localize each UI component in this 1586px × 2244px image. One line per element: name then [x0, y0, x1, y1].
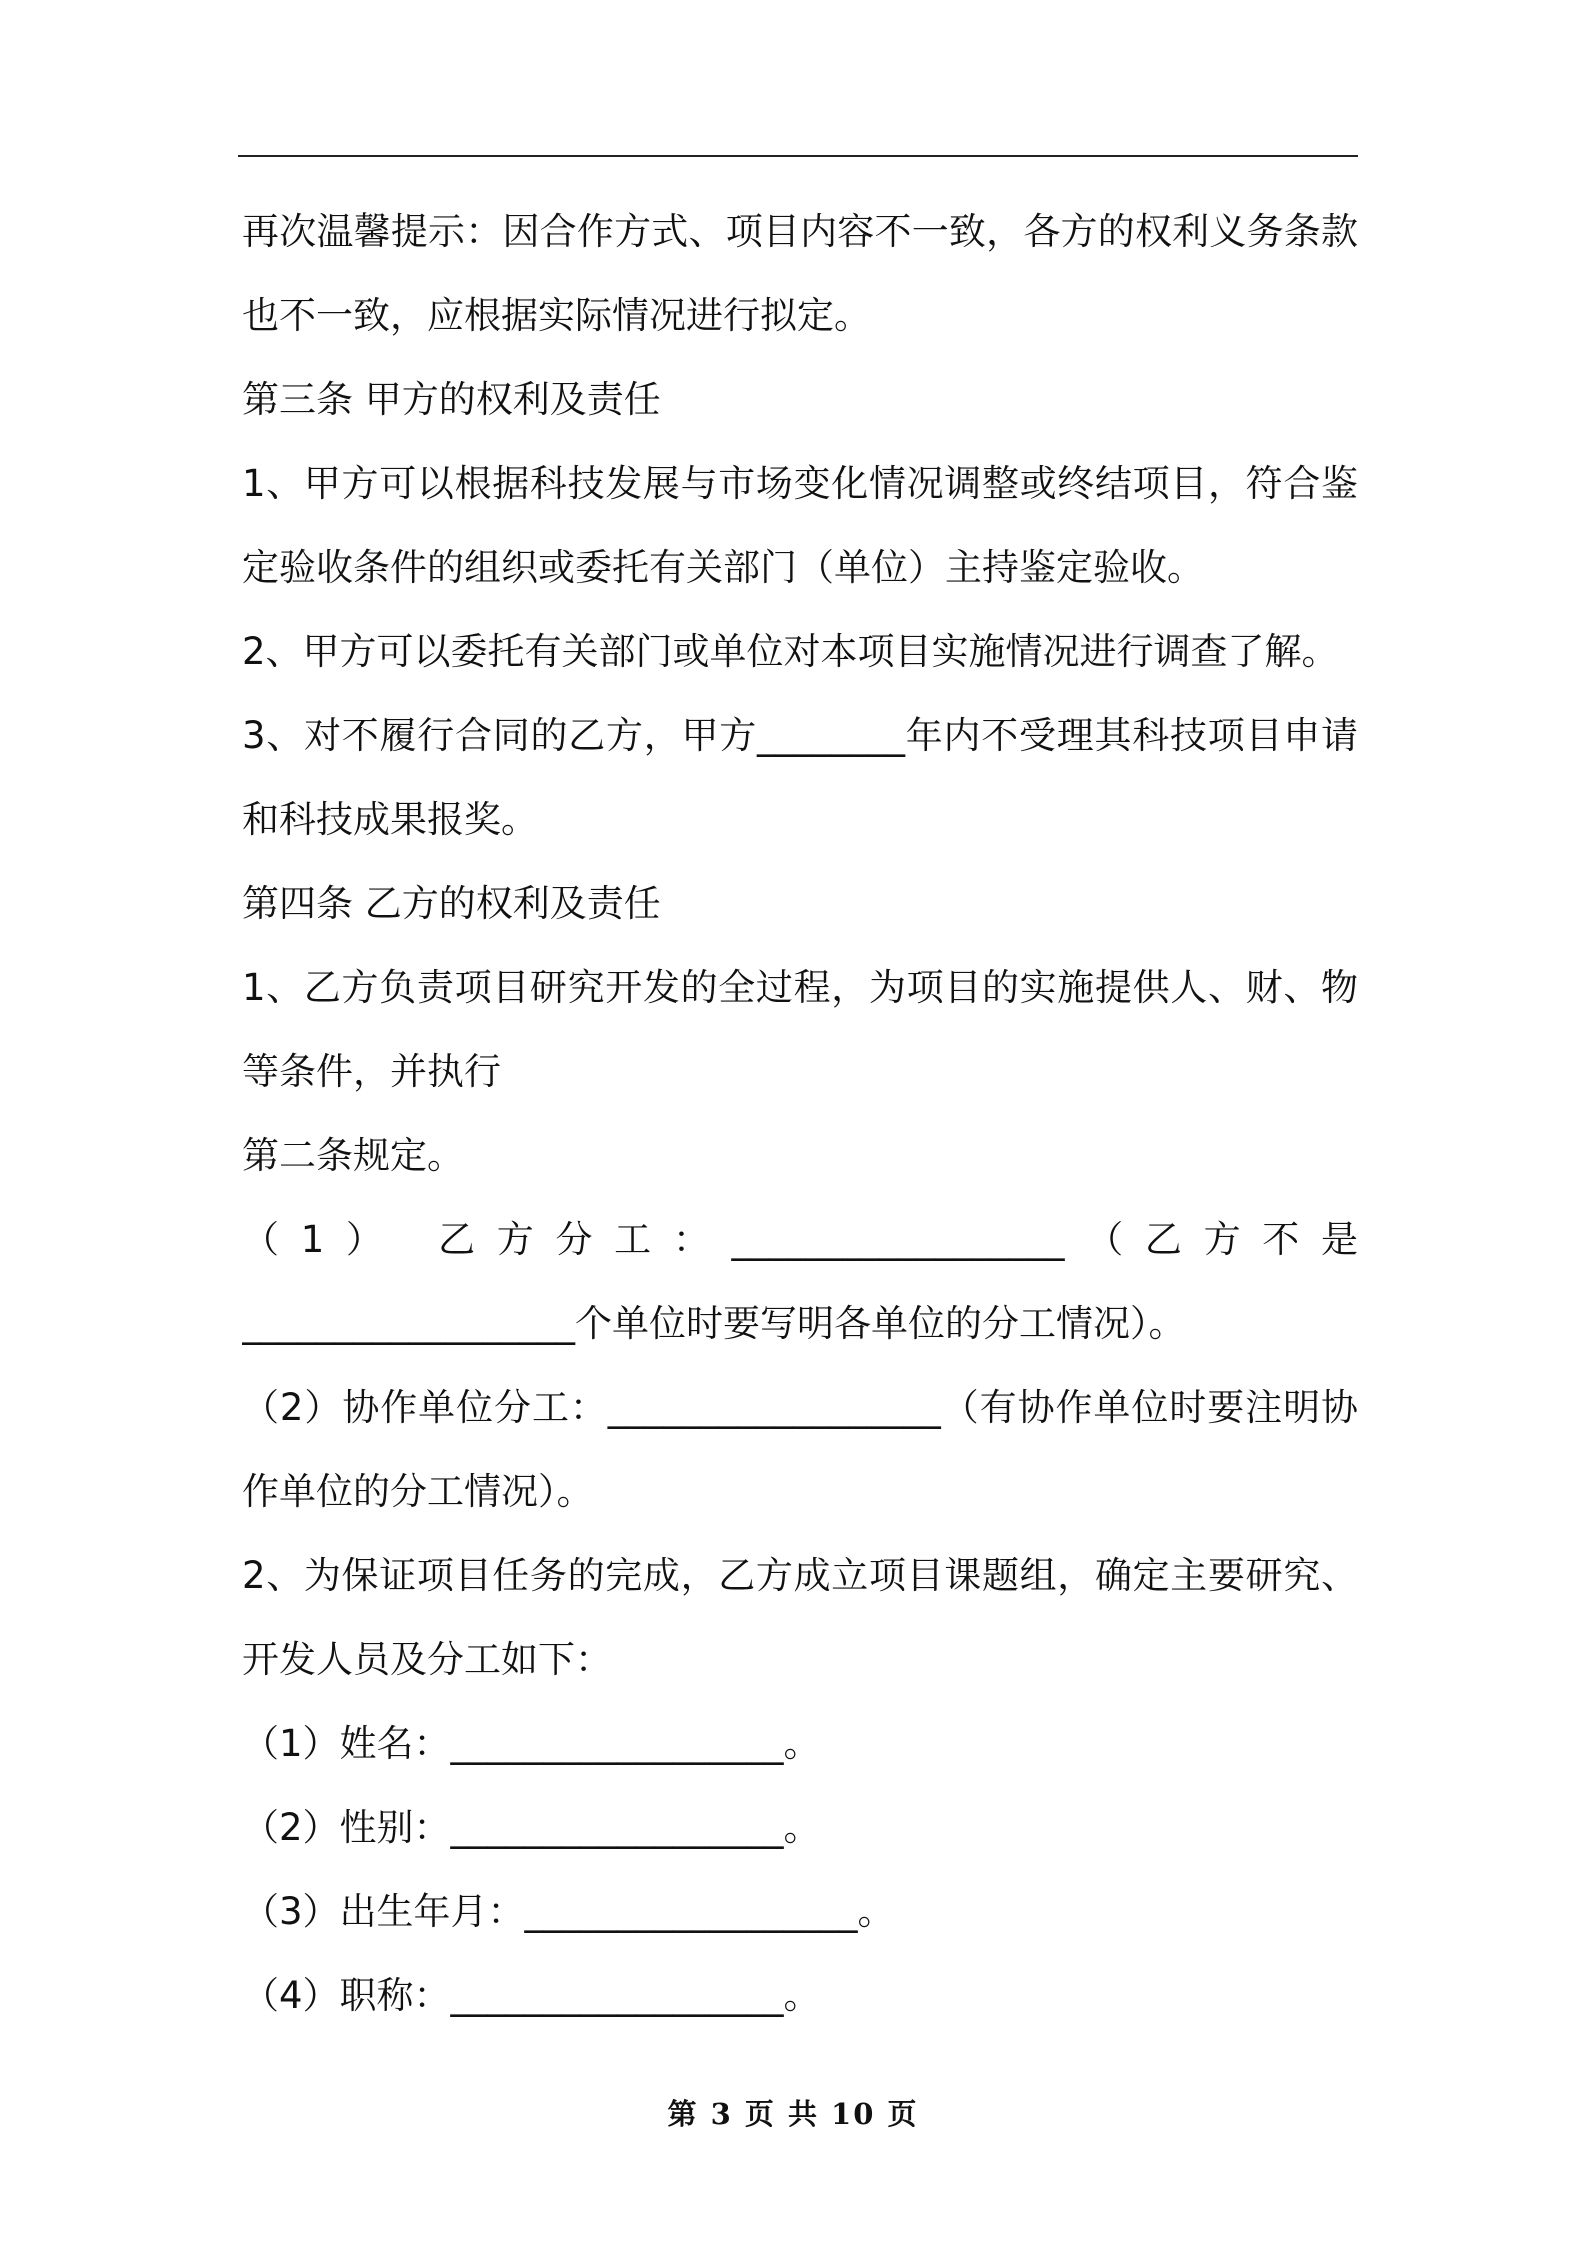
header-rule: [238, 155, 1358, 157]
paragraph-line: 也不一致，应根据实际情况进行拟定。: [242, 294, 871, 337]
paragraph-line: （2）协作单位分工：__________________（有协作单位时要注明协: [242, 1386, 1358, 1429]
form-field-line: （1）姓名：__________________。: [242, 1722, 821, 1765]
paragraph-line: 和科技成果报奖。: [242, 798, 538, 841]
paragraph-line: 再次温馨提示：因合作方式、项目内容不一致，各方的权利义务条款: [242, 210, 1358, 253]
article-heading: 第四条 乙方的权利及责任: [242, 882, 661, 925]
paragraph-line: （1） 乙方分工：__________________（乙方不是: [242, 1218, 1358, 1261]
form-field-line: （2）性别：__________________。: [242, 1806, 821, 1849]
article-heading: 第三条 甲方的权利及责任: [242, 378, 661, 421]
document-body: [242, 190, 1358, 2038]
page-number: 第 3 页 共 10 页: [667, 2097, 919, 2131]
paragraph-line: 等条件，并执行: [242, 1050, 501, 1093]
paragraph-line: 第二条规定。: [242, 1134, 464, 1177]
paragraph-line: 1、甲方可以根据科技发展与市场变化情况调整或终结项目，符合鉴: [242, 462, 1358, 505]
paragraph-line: 2、为保证项目任务的完成，乙方成立项目课题组，确定主要研究、: [242, 1554, 1358, 1597]
paragraph-line: __________________个单位时要写明各单位的分工情况）。: [242, 1302, 1186, 1345]
paragraph-line: 1、乙方负责项目研究开发的全过程，为项目的实施提供人、财、物: [242, 966, 1358, 1009]
form-field-line: （3）出生年月：__________________。: [242, 1890, 895, 1933]
paragraph-line: 定验收条件的组织或委托有关部门（单位）主持鉴定验收。: [242, 546, 1204, 589]
paragraph-line: 开发人员及分工如下：: [242, 1638, 612, 1681]
form-field-line: （4）职称：__________________。: [242, 1974, 821, 2017]
paragraph-line: 3、对不履行合同的乙方，甲方________年内不受理其科技项目申请: [242, 714, 1358, 757]
paragraph-line: 2、甲方可以委托有关部门或单位对本项目实施情况进行调查了解。: [242, 630, 1339, 673]
paragraph-line: 作单位的分工情况）。: [242, 1470, 594, 1513]
